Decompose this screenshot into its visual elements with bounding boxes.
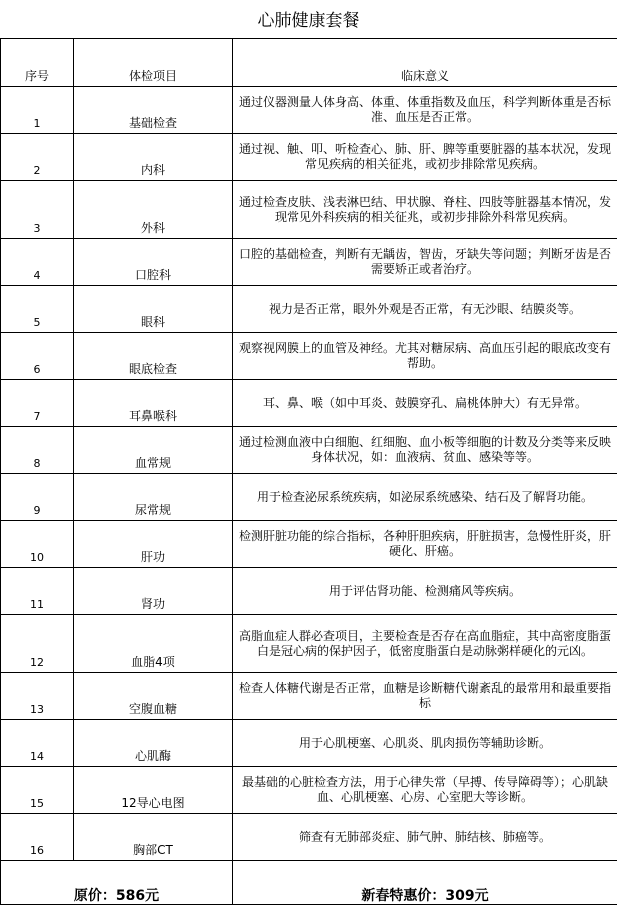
row-meaning: 通过视、触、叩、听检查心、肺、肝、脾等重要脏器的基本状况，发现常见疾病的相关征兆，或初步排除常见疾病。 xyxy=(233,134,617,181)
row-item: 眼科 xyxy=(74,286,233,333)
row-number: 8 xyxy=(1,427,74,474)
row-meaning: 通过检测血液中白细胞、红细胞、血小板等细胞的计数及分类等来反映身体状况，如：血液病、贫血、感染等等。 xyxy=(233,427,617,474)
row-number: 11 xyxy=(1,568,74,615)
checkup-table xyxy=(0,38,617,905)
table-row xyxy=(1,521,617,568)
header-item: 体检项目 xyxy=(74,39,233,87)
row-meaning: 观察视网膜上的血管及神经。尤其对糖尿病、高血压引起的眼底改变有帮助。 xyxy=(233,333,617,380)
table-row xyxy=(1,380,617,427)
header-meaning: 临床意义 xyxy=(233,39,617,87)
table-row xyxy=(1,720,617,767)
row-number: 4 xyxy=(1,239,74,286)
row-meaning: 检查人体糖代谢是否正常，血糖是诊断糖代谢紊乱的最常用和最重要指标 xyxy=(233,673,617,720)
row-number: 10 xyxy=(1,521,74,568)
table-row xyxy=(1,87,617,134)
row-item: 肾功 xyxy=(74,568,233,615)
row-item: 心肌酶 xyxy=(74,720,233,767)
table-row xyxy=(1,239,617,286)
table-row xyxy=(1,568,617,615)
row-item: 空腹血糖 xyxy=(74,673,233,720)
row-number: 13 xyxy=(1,673,74,720)
original-price: 原价：586元 xyxy=(1,861,233,905)
row-number: 16 xyxy=(1,814,74,861)
page-title: 心肺健康套餐 xyxy=(0,0,617,38)
header-no: 序号 xyxy=(1,39,74,87)
table-row xyxy=(1,474,617,521)
special-price: 新春特惠价：309元 xyxy=(233,861,617,905)
row-meaning: 高脂血症人群必查项目，主要检查是否存在高血脂症，其中高密度脂蛋白是冠心病的保护因子，低密度脂蛋白是动脉粥样硬化的元凶。 xyxy=(233,615,617,673)
table-row xyxy=(1,427,617,474)
row-item: 尿常规 xyxy=(74,474,233,521)
row-meaning: 筛查有无肺部炎症、肺气肿、肺结核、肺癌等。 xyxy=(233,814,617,861)
row-item: 基础检查 xyxy=(74,87,233,134)
row-meaning: 检测肝脏功能的综合指标，各种肝胆疾病，肝脏损害，急慢性肝炎，肝硬化、肝癌。 xyxy=(233,521,617,568)
row-item: 眼底检查 xyxy=(74,333,233,380)
row-item: 内科 xyxy=(74,134,233,181)
price-row xyxy=(1,861,617,905)
row-number: 12 xyxy=(1,615,74,673)
row-number: 2 xyxy=(1,134,74,181)
row-item: 肝功 xyxy=(74,521,233,568)
table-row xyxy=(1,134,617,181)
table-row xyxy=(1,615,617,673)
row-meaning: 通过仪器测量人体身高、体重、体重指数及血压，科学判断体重是否标准、血压是否正常。 xyxy=(233,87,617,134)
row-number: 14 xyxy=(1,720,74,767)
row-meaning: 用于评估肾功能、检测痛风等疾病。 xyxy=(233,568,617,615)
row-item: 口腔科 xyxy=(74,239,233,286)
row-item: 血常规 xyxy=(74,427,233,474)
row-number: 3 xyxy=(1,181,74,239)
row-meaning: 通过检查皮肤、浅表淋巴结、甲状腺、脊柱、四肢等脏器基本情况，发现常见外科疾病的相关征兆，或初步排除外科常见疾病。 xyxy=(233,181,617,239)
table-row xyxy=(1,286,617,333)
table-row xyxy=(1,814,617,861)
row-meaning: 视力是否正常，眼外外观是否正常，有无沙眼、结膜炎等。 xyxy=(233,286,617,333)
table-row xyxy=(1,333,617,380)
table-row xyxy=(1,767,617,814)
table-row xyxy=(1,673,617,720)
row-item: 耳鼻喉科 xyxy=(74,380,233,427)
row-number: 5 xyxy=(1,286,74,333)
row-meaning: 用于检查泌尿系统疾病，如泌尿系统感染、结石及了解肾功能。 xyxy=(233,474,617,521)
row-item: 胸部CT xyxy=(74,814,233,861)
row-item: 12导心电图 xyxy=(74,767,233,814)
row-number: 15 xyxy=(1,767,74,814)
row-item: 血脂4项 xyxy=(74,615,233,673)
row-meaning: 耳、鼻、喉（如中耳炎、鼓膜穿孔、扁桃体肿大）有无异常。 xyxy=(233,380,617,427)
row-meaning: 用于心肌梗塞、心肌炎、肌肉损伤等辅助诊断。 xyxy=(233,720,617,767)
row-number: 7 xyxy=(1,380,74,427)
row-item: 外科 xyxy=(74,181,233,239)
table-row xyxy=(1,181,617,239)
row-number: 6 xyxy=(1,333,74,380)
table-header-row xyxy=(1,39,617,87)
row-number: 1 xyxy=(1,87,74,134)
row-meaning: 口腔的基础检查，判断有无龋齿，智齿，牙缺失等问题；判断牙齿是否需要矫正或者治疗。 xyxy=(233,239,617,286)
row-meaning: 最基础的心脏检查方法，用于心律失常（早搏、传导障碍等）；心肌缺血、心肌梗塞、心房、心室肥大等诊断。 xyxy=(233,767,617,814)
row-number: 9 xyxy=(1,474,74,521)
